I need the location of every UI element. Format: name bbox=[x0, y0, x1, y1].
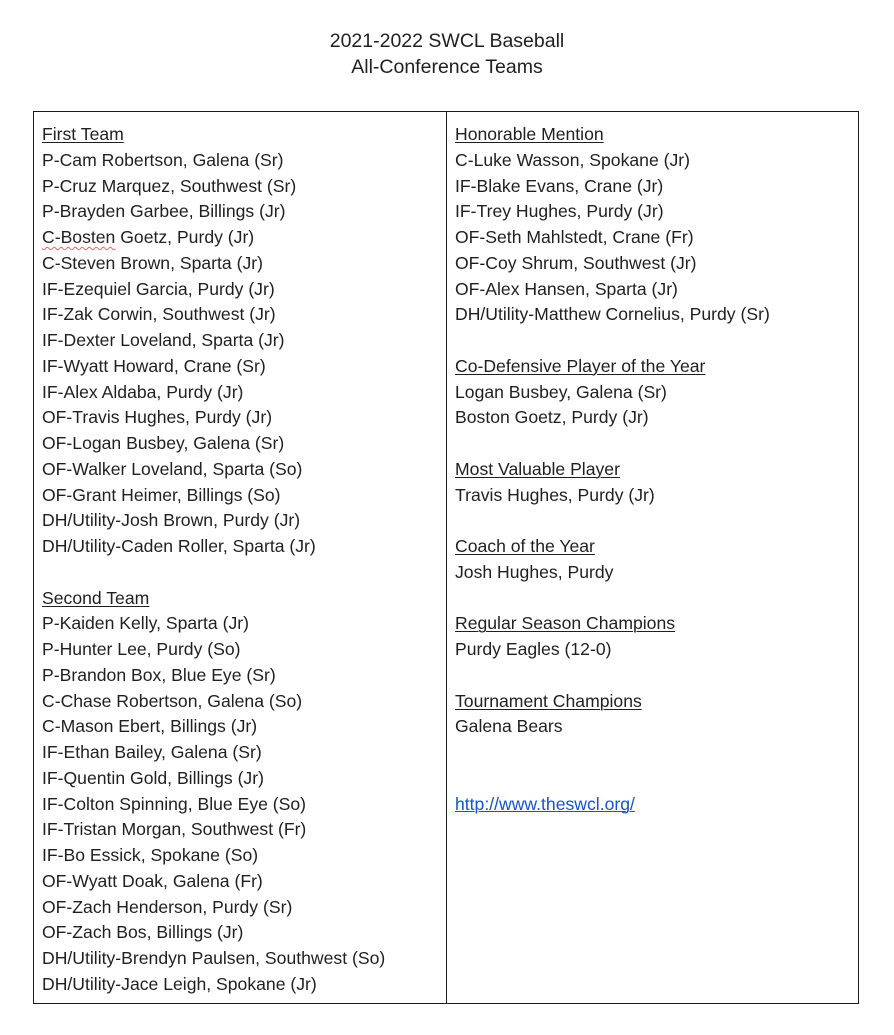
list-item: IF-Quentin Gold, Billings (Jr) bbox=[42, 767, 264, 788]
defensive-poy-heading: Co-Defensive Player of the Year bbox=[455, 355, 706, 376]
first-team-heading: First Team bbox=[42, 124, 124, 144]
list-item: OF-Seth Mahlstedt, Crane (Fr) bbox=[455, 227, 694, 247]
website-link-row bbox=[455, 792, 850, 818]
list-item: DH/Utility-Jace Leigh, Spokane (Jr) bbox=[42, 973, 317, 994]
spacer bbox=[455, 586, 850, 612]
list-item: Galena Bears bbox=[455, 716, 563, 737]
title-line-2: All-Conference Teams bbox=[351, 56, 543, 78]
honorable-mention-heading: Honorable Mention bbox=[455, 124, 604, 144]
list-item: P-Cruz Marquez, Southwest (Sr) bbox=[42, 175, 297, 196]
list-item: P-Kaiden Kelly, Sparta (Jr) bbox=[42, 613, 249, 634]
list-item: OF-Travis Hughes, Purdy (Jr) bbox=[42, 407, 273, 428]
website-link[interactable]: http://www.theswcl.org/ bbox=[455, 793, 635, 814]
list-item: P-Brayden Garbee, Billings (Jr) bbox=[42, 201, 286, 222]
document-title bbox=[0, 28, 894, 80]
left-column bbox=[34, 112, 447, 1003]
list-item: Travis Hughes, Purdy (Jr) bbox=[455, 484, 655, 505]
coach-heading: Coach of the Year bbox=[455, 536, 595, 556]
spacer bbox=[455, 431, 850, 457]
list-item: IF-Tristan Morgan, Southwest (Fr) bbox=[42, 819, 307, 840]
list-item: C-Luke Wasson, Spokane (Jr) bbox=[455, 149, 690, 170]
list-item: IF-Ethan Bailey, Galena (Sr) bbox=[42, 742, 262, 762]
list-item: P-Cam Robertson, Galena (Sr) bbox=[42, 149, 284, 170]
list-item: P-Hunter Lee, Purdy (So) bbox=[42, 639, 241, 659]
tournament-heading: Tournament Champions bbox=[455, 690, 642, 711]
title-line-1: 2021-2022 SWCL Baseball bbox=[329, 30, 565, 52]
list-item: P-Brandon Box, Blue Eye (Sr) bbox=[42, 664, 276, 685]
list-item: Purdy Eagles (12-0) bbox=[455, 639, 612, 659]
list-item: Logan Busbey, Galena (Sr) bbox=[455, 381, 667, 402]
all-conference-table bbox=[33, 111, 859, 1004]
spacer bbox=[455, 663, 850, 689]
list-item: IF-Alex Aldaba, Purdy (Jr) bbox=[42, 381, 244, 402]
list-item bbox=[42, 225, 438, 251]
spacer bbox=[42, 560, 438, 586]
regular-season-heading: Regular Season Champions bbox=[455, 613, 676, 634]
right-column bbox=[447, 112, 858, 1003]
list-item: IF-Colton Spinning, Blue Eye (So) bbox=[42, 793, 307, 814]
spacer bbox=[455, 508, 850, 534]
misspelled-word[interactable]: C-Bosten bbox=[42, 227, 116, 247]
mvp-heading: Most Valuable Player bbox=[455, 458, 620, 479]
list-item: OF-Logan Busbey, Galena (Sr) bbox=[42, 433, 285, 453]
spacer bbox=[455, 328, 850, 354]
list-item: OF-Walker Loveland, Sparta (So) bbox=[42, 458, 303, 479]
list-item: IF-Wyatt Howard, Crane (Sr) bbox=[42, 355, 266, 376]
list-item: C-Mason Ebert, Billings (Jr) bbox=[42, 716, 258, 737]
list-item: DH/Utility-Caden Roller, Sparta (Jr) bbox=[42, 536, 316, 556]
list-item: C-Chase Robertson, Galena (So) bbox=[42, 690, 303, 711]
list-item: DH/Utility-Brendyn Paulsen, Southwest (So) bbox=[42, 948, 386, 968]
list-item: Josh Hughes, Purdy bbox=[455, 561, 614, 582]
spacer bbox=[455, 740, 850, 792]
list-item: IF-Bo Essick, Spokane (So) bbox=[42, 845, 259, 865]
list-item: OF-Coy Shrum, Southwest (Jr) bbox=[455, 252, 697, 273]
list-item: OF-Zach Henderson, Purdy (Sr) bbox=[42, 896, 293, 917]
second-team-heading: Second Team bbox=[42, 587, 150, 608]
list-item: IF-Zak Corwin, Southwest (Jr) bbox=[42, 304, 276, 325]
list-item: IF-Ezequiel Garcia, Purdy (Jr) bbox=[42, 278, 275, 299]
list-item: DH/Utility-Matthew Cornelius, Purdy (Sr) bbox=[455, 304, 770, 325]
list-item: IF-Dexter Loveland, Sparta (Jr) bbox=[42, 330, 285, 350]
list-item: IF-Trey Hughes, Purdy (Jr) bbox=[455, 201, 664, 222]
list-item: OF-Wyatt Doak, Galena (Fr) bbox=[42, 870, 263, 891]
list-item: DH/Utility-Josh Brown, Purdy (Jr) bbox=[42, 510, 301, 531]
list-item: IF-Blake Evans, Crane (Jr) bbox=[455, 175, 664, 196]
list-item: OF-Grant Heimer, Billings (So) bbox=[42, 484, 281, 505]
list-item-rest: Goetz, Purdy (Jr) bbox=[115, 227, 255, 247]
list-item: OF-Zach Bos, Billings (Jr) bbox=[42, 922, 244, 943]
list-item: OF-Alex Hansen, Sparta (Jr) bbox=[455, 278, 678, 299]
list-item: C-Steven Brown, Sparta (Jr) bbox=[42, 252, 263, 273]
list-item: Boston Goetz, Purdy (Jr) bbox=[455, 407, 649, 428]
